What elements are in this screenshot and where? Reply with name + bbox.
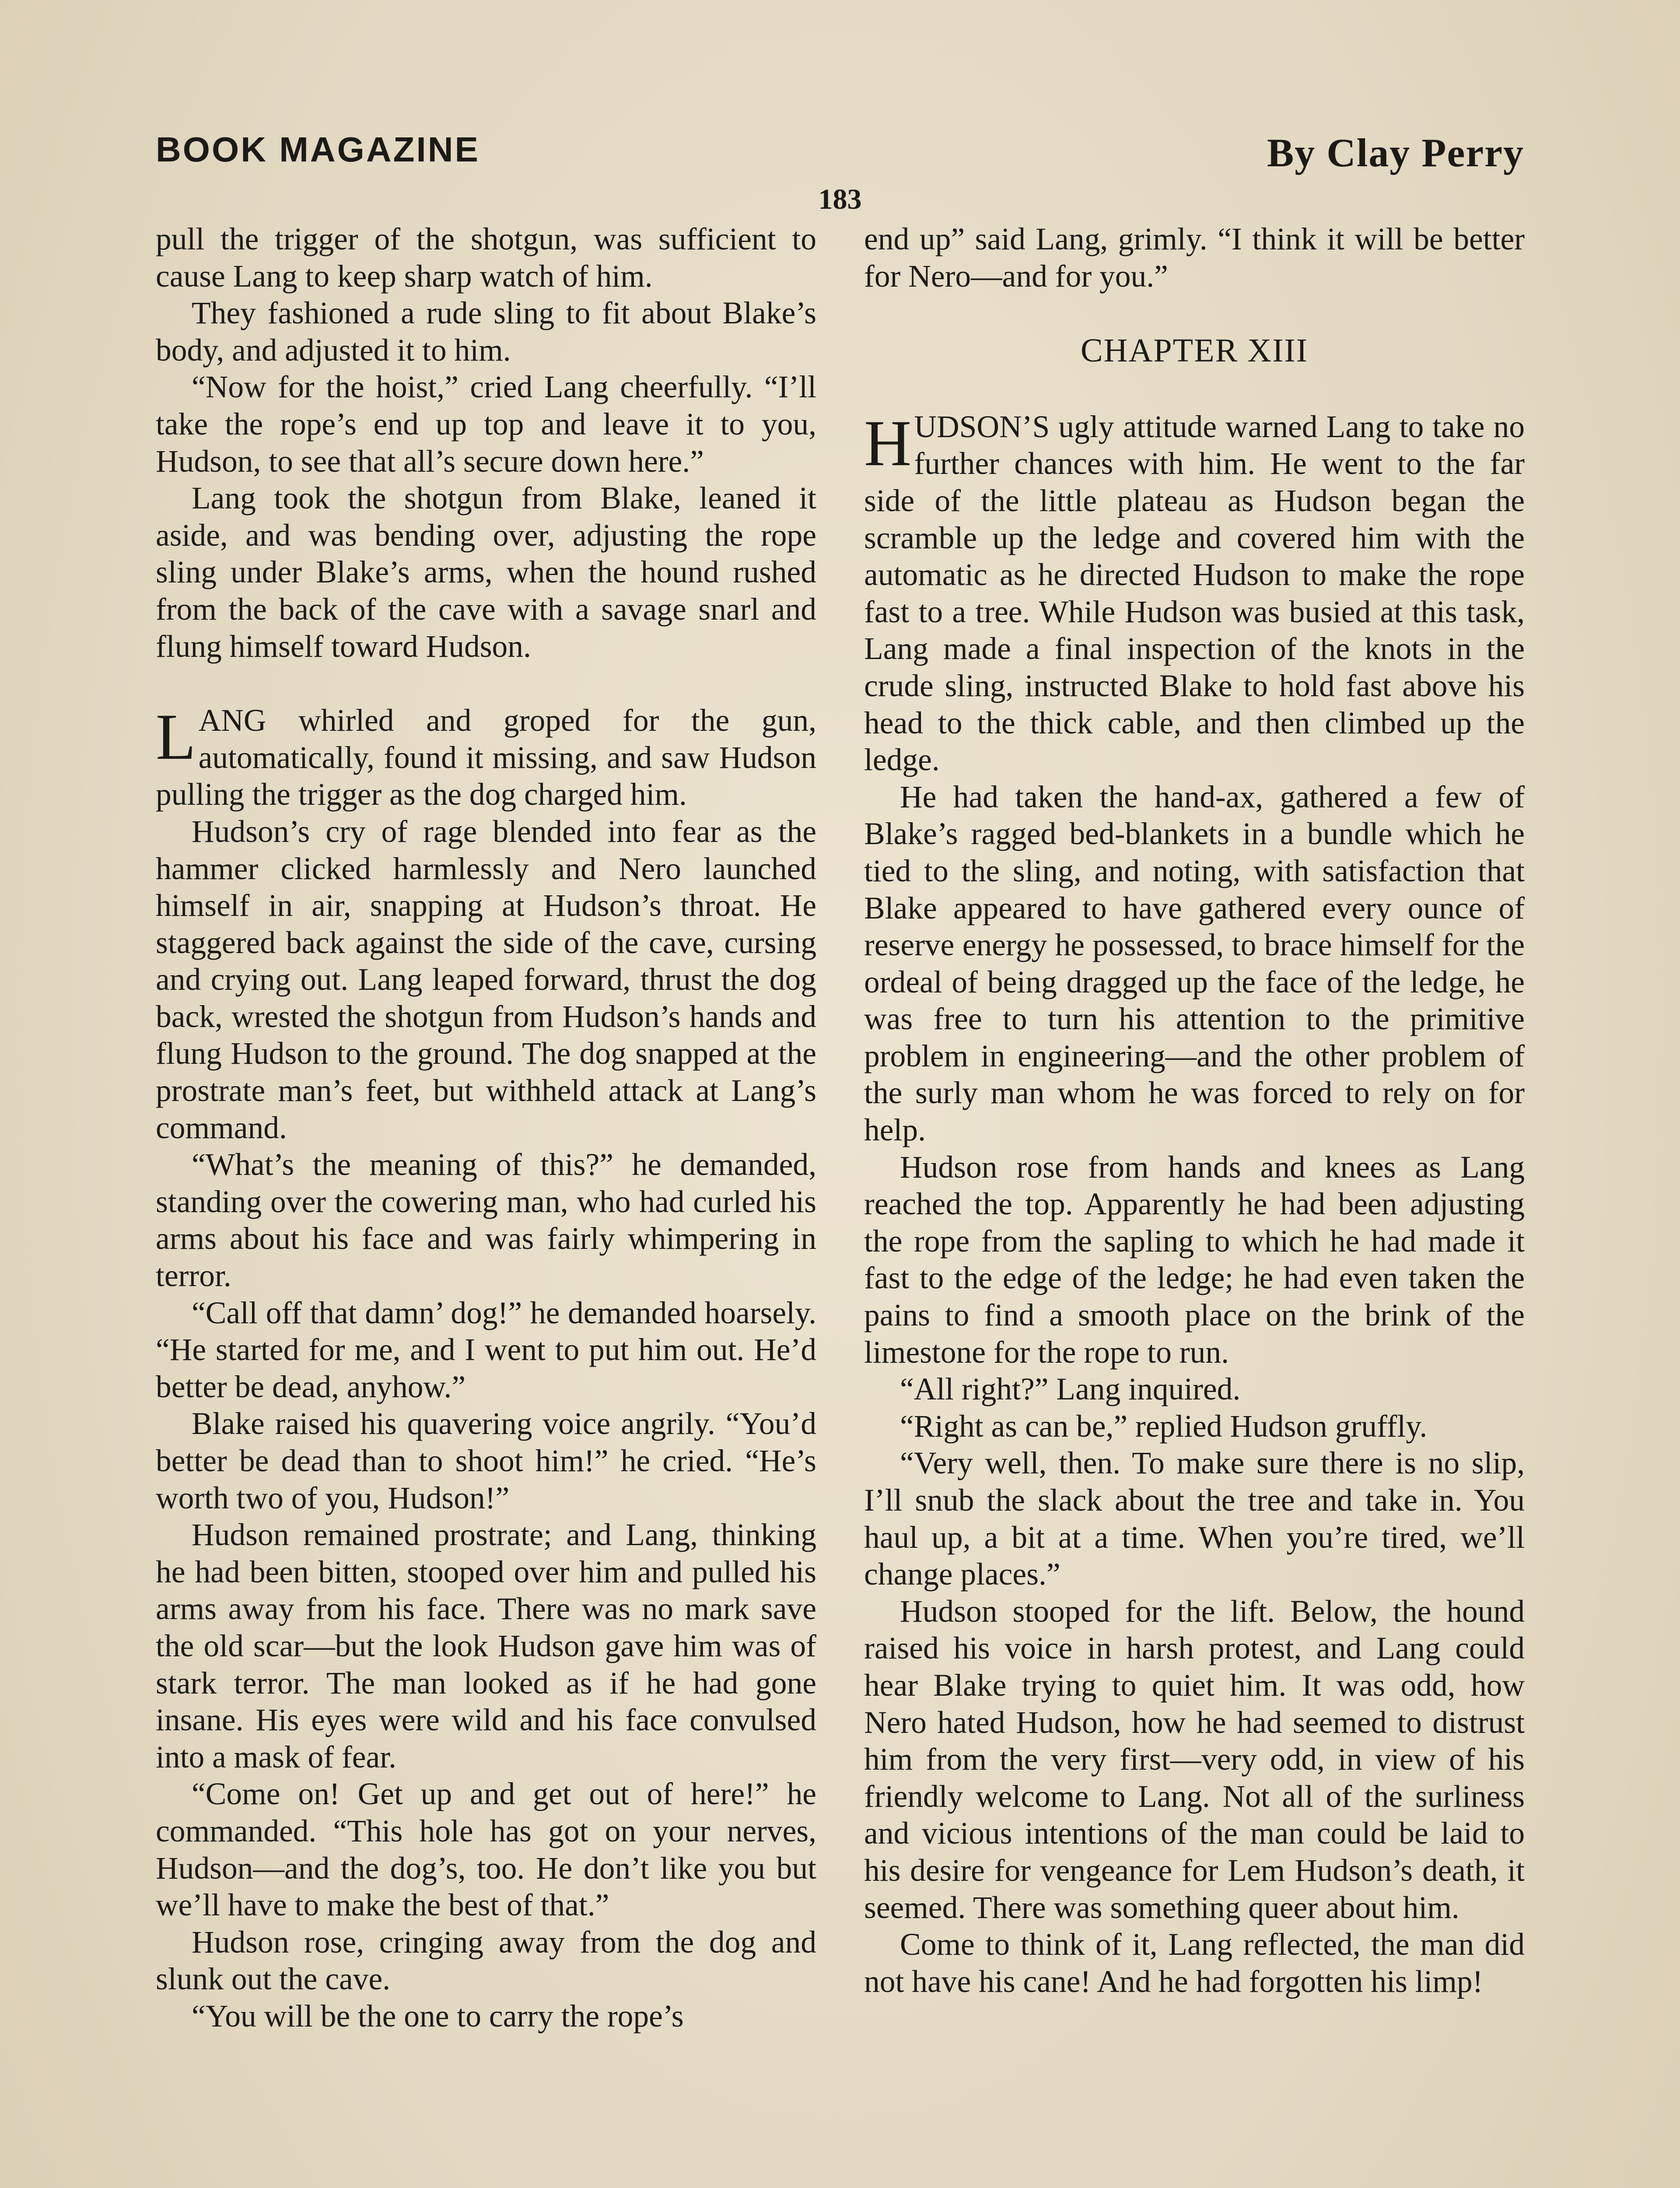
paragraph: They fashioned a rude sling to fit about Blake’s body, and adjusted it to him. (156, 296, 816, 368)
paragraph: “You will be the one to carry the rope’s (192, 1999, 684, 2034)
right-column (864, 221, 1525, 2000)
paragraph-text: ANG whirled and groped for the gun, automatically, found it missing, and saw Hudson pulling the trigger as the dog charged him. (156, 703, 816, 812)
chapter-heading: CHAPTER XIII (1080, 332, 1309, 369)
running-header-right: By Clay Perry (1267, 130, 1524, 175)
paragraph: He had taken the hand-ax, gathered a few of Blake’s ragged bed-blankets in a bundle which he tied to the sling, and noting, with satisfaction that Blake appeared to have gathered every ounce of reserve energy he possessed, to brace himself for the ordeal of being dragged up the face of the ledge, he was free to turn his attention to the primitive problem in engineering—and the other problem of the surly man whom he was forced to rely on for help. (864, 779, 1525, 1148)
paragraph: Come to think of it, Lang reflected, the man did not have his cane! And he had forgotten his limp! (864, 1927, 1525, 1999)
paragraph: Hudson’s cry of rage blended into fear as the hammer clicked harmlessly and Nero launched himself in air, snapping at Hudson’s throat. He staggered back against the side of the cave, cursing and crying out. Lang leaped forward, thrust the dog back, wrested the shotgun from Hudson’s hands and flung Hudson to the ground. The dog snapped at the prostrate man’s feet, but withheld attack at Lang’s command. (156, 814, 816, 1145)
left-column (156, 221, 816, 2035)
paragraph: Lang took the shotgun from Blake, leaned it aside, and was bending over, adjusting the rope sling under Blake’s arms, when the hound rushed from the back of the cave with a savage snarl and flung himself toward Hudson. (156, 481, 816, 664)
paragraph: pull the trigger of the shotgun, was sufficient to cause Lang to keep sharp watch of him. (156, 222, 816, 294)
paragraph: Hudson stooped for the lift. Below, the hound raised his voice in harsh protest, and Lang could hear Blake trying to quiet him. It was odd, how Nero hated Hudson, how he had seemed to distrust him from the very first—very odd, in view of his friendly welcome to Lang. Not all of the surliness and vicious intentions of the man could be laid to his desire for vengeance for Lem Hudson’s death, it seemed. There was something queer about him. (864, 1594, 1525, 1925)
paragraph: “All right?” Lang inquired. (900, 1372, 1241, 1407)
paragraph-dropcap (864, 409, 1525, 779)
paragraph-dropcap (156, 702, 816, 813)
paragraph: Hudson rose, cringing away from the dog and slunk out the cave. (156, 1925, 816, 1997)
paragraph: Hudson remained prostrate; and Lang, thinking he had been bitten, stooped over him and pulled his arms away from his face. There was no mark save the old scar—but the look Hudson gave him was of stark terror. The man looked as if he had gone insane. His eyes were wild and his face convulsed into a mask of fear. (156, 1518, 816, 1774)
paragraph: end up” said Lang, grimly. “I think it will be better for Nero—and for you.” (864, 222, 1525, 294)
paragraph: “Right as can be,” replied Hudson gruffly. (900, 1409, 1428, 1444)
drop-cap: H (864, 407, 912, 480)
page-number: 183 (818, 183, 862, 215)
paragraph: “What’s the meaning of this?” he demanded, standing over the cowering man, who had curled his arms about his face and was fairly whimpering in terror. (156, 1147, 816, 1294)
paragraph: “Come on! Get up and get out of here!” he commanded. “This hole has got on your nerves, Hudson—and the dog’s, too. He don’t like you but we’ll have to make the best of that.” (156, 1777, 816, 1923)
paragraph: Blake raised his quavering voice angrily. “You’d better be dead than to shoot him!” he cried. “He’s worth two of you, Hudson!” (156, 1406, 816, 1515)
paragraph-text: UDSON’S ugly attitude warned Lang to take no further chances with him. He went to the far side of the little plateau as Hudson began the scramble up the ledge and covered him with the automatic as he directed Hudson to make the rope fast to a tree. While Hudson was busied at this task, Lang made a final inspection of the knots in the crude sling, instructed Blake to hold fast above his head to the thick cable, and then climbed up the ledge. (864, 409, 1525, 778)
paragraph: “Very well, then. To make sure there is no slip, I’ll snub the slack about the tree and take in. You haul up, a bit at a time. When you’re tired, we’ll change places.” (864, 1446, 1525, 1592)
paragraph: “Now for the hoist,” cried Lang cheerfully. “I’ll take the rope’s end up top and leave it to you, Hudson, to see that all’s secure down here.” (156, 370, 816, 479)
running-header-left: BOOK MAGAZINE (156, 130, 480, 169)
drop-cap: L (156, 701, 196, 774)
paragraph: “Call off that damn’ dog!” he demanded hoarsely. “He started for me, and I went to put him out. He’d better be dead, anyhow.” (156, 1295, 816, 1404)
paragraph: Hudson rose from hands and knees as Lang reached the top. Apparently he had been adjusting the rope from the sapling to which he had made it fast to the edge of the ledge; he had even taken the pains to find a smooth place on the brink of the limestone for the rope to run. (864, 1150, 1525, 1370)
